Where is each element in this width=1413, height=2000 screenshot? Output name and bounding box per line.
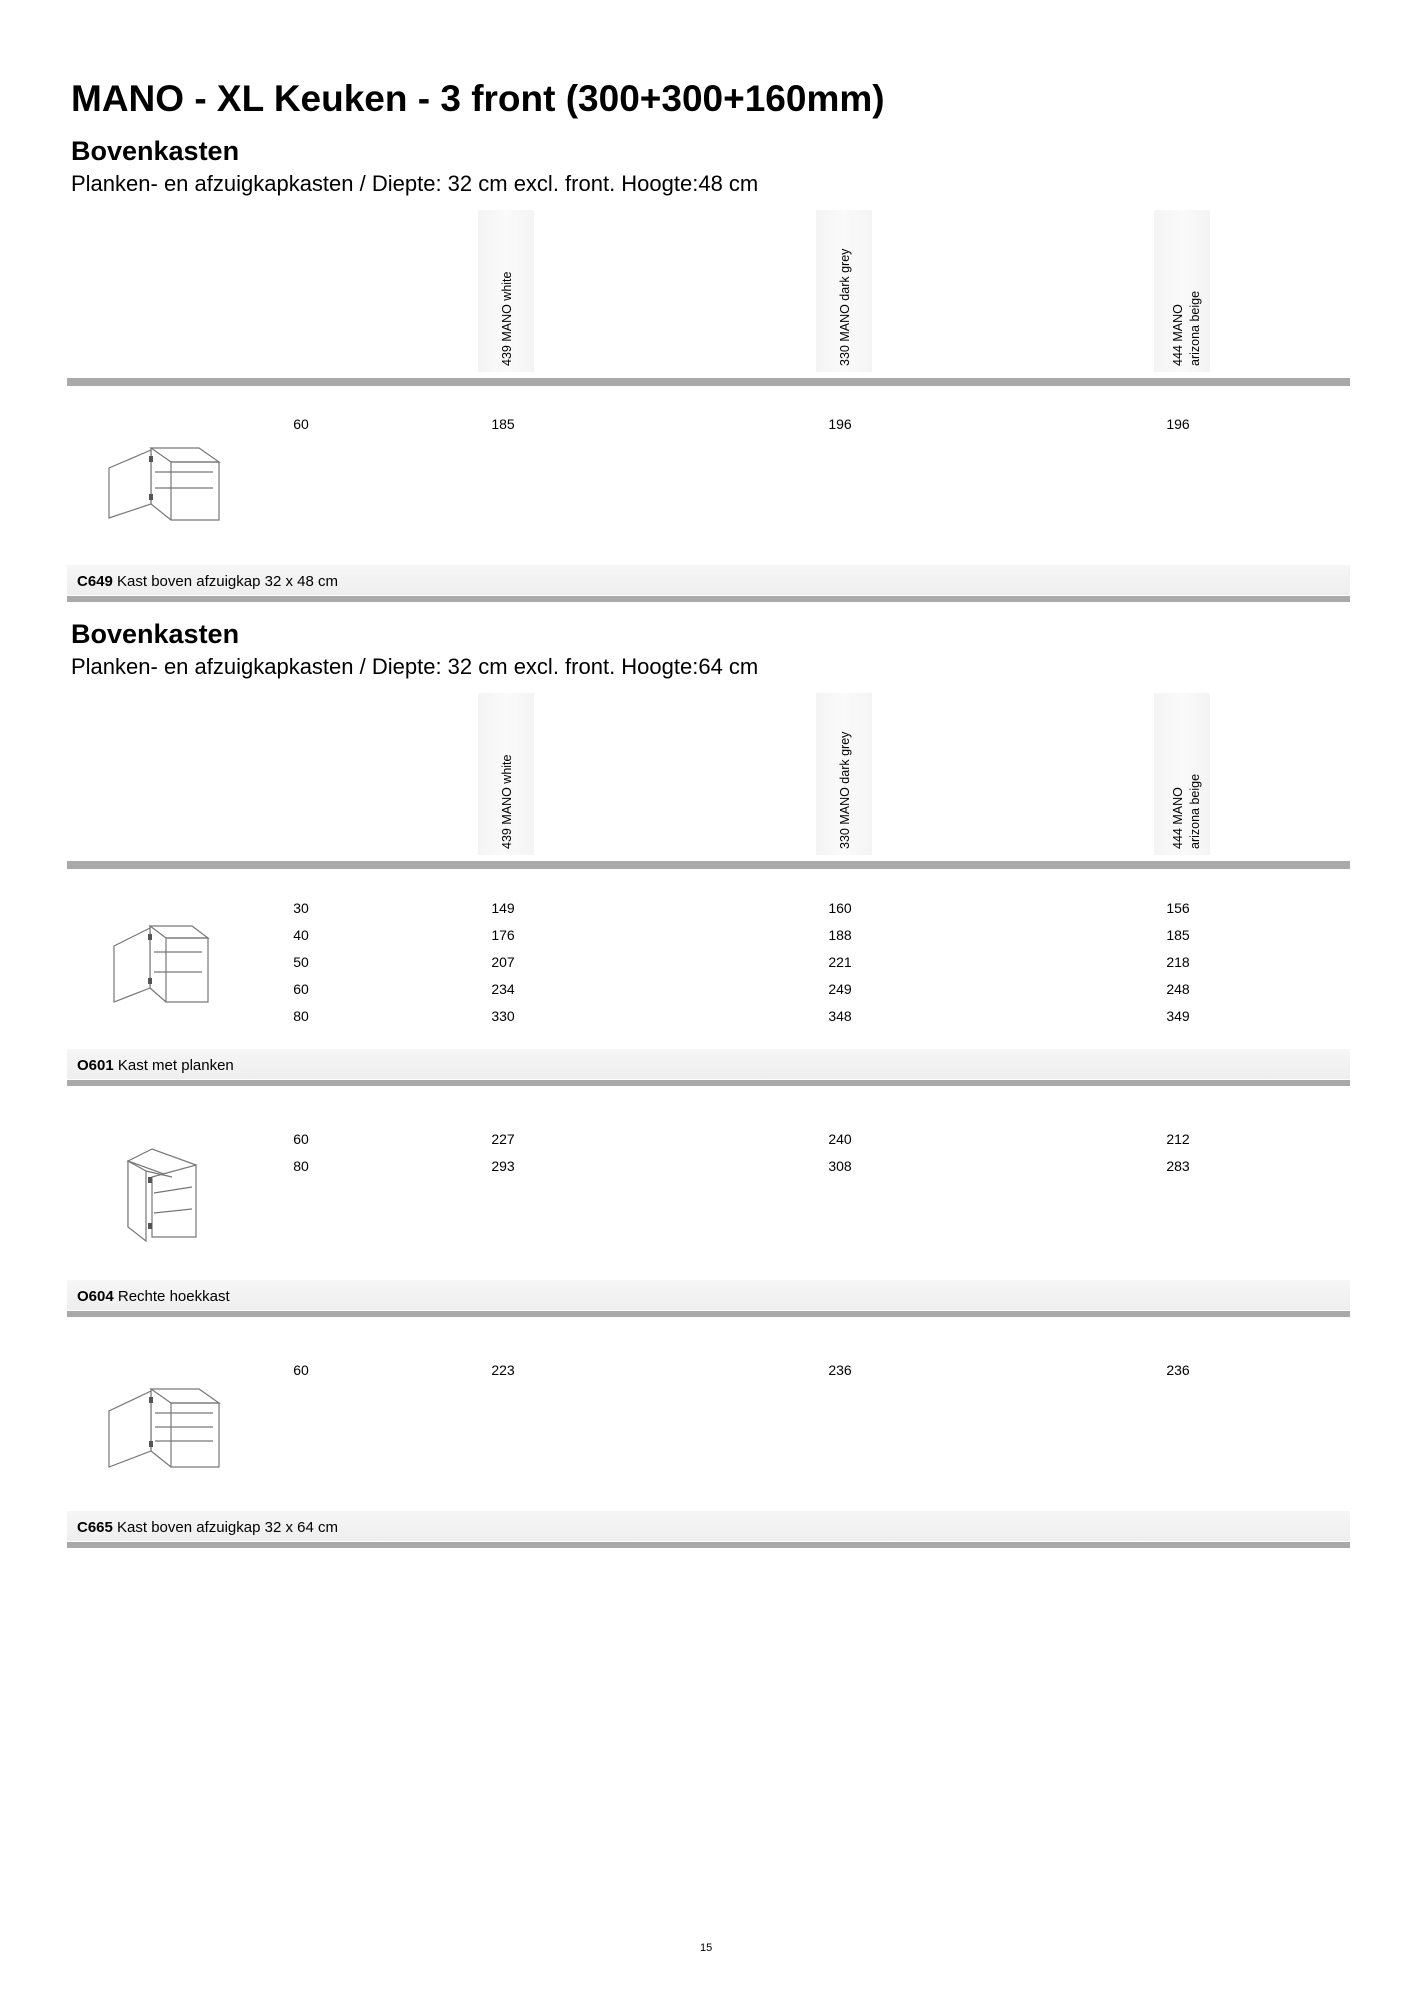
table-cell-width: 60 <box>293 981 309 997</box>
table-cell-width: 50 <box>293 954 309 970</box>
page-number: 15 <box>700 1942 713 1954</box>
product-name: Kast boven afzuigkap 32 x 48 cm <box>117 573 338 590</box>
column-header-label: 444 MANO <box>1171 787 1185 849</box>
table-cell-price: 234 <box>491 981 515 997</box>
header-divider <box>67 378 1350 386</box>
product-divider <box>67 1311 1350 1317</box>
table-cell-price: 149 <box>491 900 515 916</box>
section-subtitle: Planken- en afzuigkapkasten / Diepte: 32 cm excl. front. Hoogte:48 cm <box>71 171 759 196</box>
table-cell-price: 293 <box>491 1158 515 1174</box>
product-divider <box>67 1080 1350 1086</box>
table-cell-price: 236 <box>1166 1362 1190 1378</box>
table-cell-price: 227 <box>491 1131 515 1147</box>
section-subtitle: Planken- en afzuigkapkasten / Diepte: 32 cm excl. front. Hoogte:64 cm <box>71 654 759 679</box>
table-cell-price: 185 <box>1166 927 1190 943</box>
column-header-dark-grey <box>816 693 872 855</box>
product-label-bar <box>67 1280 1350 1310</box>
product-code: C649 <box>77 573 113 590</box>
header-divider <box>67 861 1350 869</box>
table-cell-price: 212 <box>1166 1131 1190 1147</box>
product-label-bar <box>67 565 1350 595</box>
column-header-label: 330 MANO dark grey <box>838 248 852 366</box>
column-header-label: 439 MANO white <box>500 271 514 366</box>
product-label-bar <box>67 1049 1350 1079</box>
table-cell-price: 185 <box>491 416 515 432</box>
table-cell-price: 160 <box>828 900 852 916</box>
column-header-label: 439 MANO white <box>500 754 514 849</box>
column-header-white <box>478 210 534 372</box>
product-code: O604 <box>77 1288 114 1305</box>
table-cell-price: 348 <box>828 1008 852 1024</box>
table-cell-price: 156 <box>1166 900 1190 916</box>
table-cell-price: 196 <box>828 416 852 432</box>
product-label-bar <box>67 1511 1350 1541</box>
table-cell-price: 221 <box>828 954 852 970</box>
section-title: Bovenkasten <box>71 619 240 649</box>
column-header-white <box>478 693 534 855</box>
page-title: MANO - XL Keuken - 3 front (300+300+160mm) <box>71 78 885 119</box>
table-cell-width: 60 <box>293 416 309 432</box>
column-header-arizona-beige <box>1154 693 1210 855</box>
column-header-label: arizona beige <box>1188 773 1202 849</box>
table-cell-price: 188 <box>828 927 852 943</box>
column-header-dark-grey <box>816 210 872 372</box>
product-label <box>77 573 338 590</box>
table-cell-width: 40 <box>293 927 309 943</box>
table-cell-price: 249 <box>828 981 852 997</box>
column-header-label: 330 MANO dark grey <box>838 731 852 849</box>
table-cell-price: 236 <box>828 1362 852 1378</box>
table-cell-price: 176 <box>491 927 515 943</box>
cabinet-shelves-icon <box>110 922 210 1006</box>
table-cell-price: 308 <box>828 1158 852 1174</box>
table-cell-price: 196 <box>1166 416 1190 432</box>
table-cell-price: 218 <box>1166 954 1190 970</box>
corner-cabinet-icon <box>122 1147 202 1245</box>
product-name: Rechte hoekkast <box>117 1288 230 1305</box>
table-cell-price: 248 <box>1166 981 1190 997</box>
table-cell-price: 207 <box>491 954 515 970</box>
product-divider <box>67 1542 1350 1548</box>
product-name: Kast boven afzuigkap 32 x 64 cm <box>117 1519 338 1536</box>
table-cell-price: 349 <box>1166 1008 1190 1024</box>
product-code: O601 <box>77 1057 114 1074</box>
table-cell-width: 30 <box>293 900 309 916</box>
product-label <box>77 1519 338 1536</box>
table-cell-price: 240 <box>828 1131 852 1147</box>
column-header-label: arizona beige <box>1188 290 1202 366</box>
section-title: Bovenkasten <box>71 136 240 166</box>
table-cell-price: 330 <box>491 1008 515 1024</box>
product-name: Kast met planken <box>117 1057 234 1074</box>
product-divider <box>67 596 1350 602</box>
table-cell-price: 223 <box>491 1362 515 1378</box>
cabinet-hood-icon <box>103 1383 223 1471</box>
column-header-arizona-beige <box>1154 210 1210 372</box>
table-cell-width: 60 <box>293 1362 309 1378</box>
table-cell-width: 60 <box>293 1131 309 1147</box>
product-label <box>77 1288 230 1305</box>
column-header-label: 444 MANO <box>1171 304 1185 366</box>
table-cell-price: 283 <box>1166 1158 1190 1174</box>
table-cell-width: 80 <box>293 1158 309 1174</box>
cabinet-hood-icon <box>103 438 223 524</box>
product-label <box>77 1057 234 1074</box>
product-code: C665 <box>77 1519 113 1536</box>
table-cell-width: 80 <box>293 1008 309 1024</box>
